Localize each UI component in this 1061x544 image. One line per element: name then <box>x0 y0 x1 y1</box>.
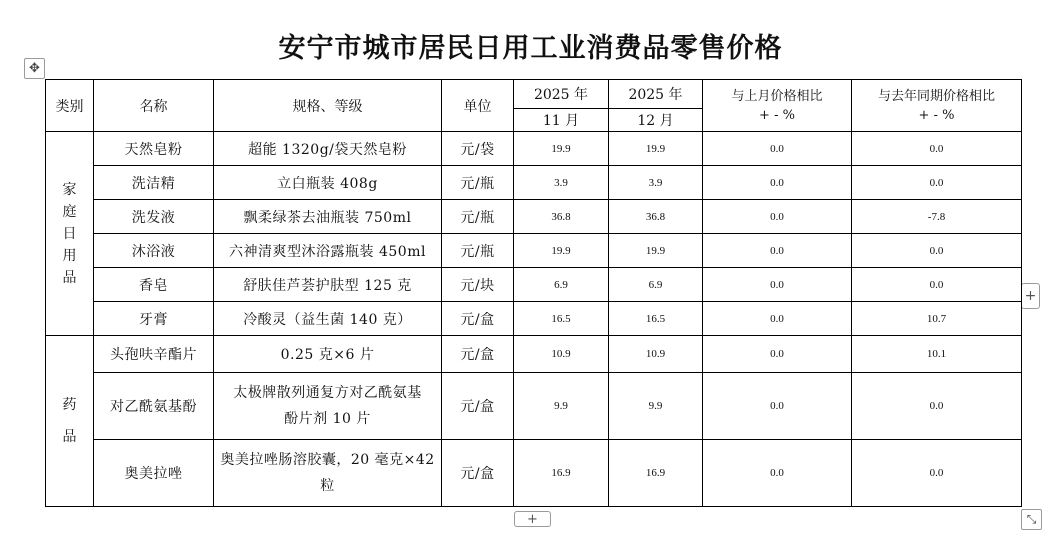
cell-nov-price[interactable]: 19.9 <box>514 132 609 166</box>
cell-nov-price[interactable]: 6.9 <box>514 268 609 302</box>
cell-yoy-change[interactable]: 0.0 <box>852 234 1022 268</box>
cell-unit[interactable]: 元/瓶 <box>442 200 514 234</box>
category-medicine <box>46 336 94 507</box>
cell-nov-price[interactable]: 19.9 <box>514 234 609 268</box>
cell-nov-price[interactable]: 16.9 <box>514 440 609 507</box>
table-row <box>46 166 1022 200</box>
table-row <box>46 302 1022 336</box>
cell-spec[interactable]: 0.25 克×6 片 <box>214 336 442 373</box>
cell-spec[interactable] <box>214 373 442 440</box>
cell-dec-price[interactable]: 36.8 <box>609 200 703 234</box>
cell-mom-change[interactable]: 0.0 <box>703 268 852 302</box>
cell-nov-price[interactable]: 16.5 <box>514 302 609 336</box>
cell-yoy-change[interactable]: 0.0 <box>852 166 1022 200</box>
cell-name[interactable]: 洗洁精 <box>94 166 214 200</box>
cell-spec[interactable]: 飘柔绿茶去油瓶装 750ml <box>214 200 442 234</box>
cell-dec-price[interactable]: 19.9 <box>609 234 703 268</box>
category-char: 庭 <box>62 203 77 220</box>
cell-spec-line2: 酚片剂 10 片 <box>284 411 371 427</box>
cell-unit[interactable]: 元/瓶 <box>442 234 514 268</box>
cell-name[interactable]: 头孢呋辛酯片 <box>94 336 214 373</box>
cell-dec-price[interactable]: 6.9 <box>609 268 703 302</box>
header-period2-year: 2025 年 <box>609 80 703 109</box>
table-move-icon[interactable]: ✥ <box>24 58 45 79</box>
header-yoy <box>852 80 1022 132</box>
add-row-button[interactable]: + <box>514 511 551 527</box>
category-char: 品 <box>62 269 77 286</box>
cell-nov-price[interactable]: 9.9 <box>514 373 609 440</box>
header-name: 名称 <box>94 80 214 132</box>
cell-unit[interactable]: 元/瓶 <box>442 166 514 200</box>
header-row <box>46 80 1022 109</box>
cell-name[interactable]: 奥美拉唑 <box>94 440 214 507</box>
cell-spec[interactable]: 超能 1320g/袋天然皂粉 <box>214 132 442 166</box>
category-char: 用 <box>62 247 77 264</box>
cell-yoy-change[interactable]: 0.0 <box>852 268 1022 302</box>
cell-spec-line1: 太极牌散列通复方对乙酰氨基 <box>233 385 422 401</box>
table-row <box>46 440 1022 507</box>
cell-unit[interactable]: 元/盒 <box>442 336 514 373</box>
cell-spec[interactable]: 立白瓶装 408g <box>214 166 442 200</box>
cell-spec-line2: 粒 <box>320 478 335 494</box>
header-mom-line1: 与上月价格相比 <box>731 88 823 104</box>
cell-name[interactable]: 香皂 <box>94 268 214 302</box>
cell-dec-price[interactable]: 16.9 <box>609 440 703 507</box>
cell-name[interactable]: 对乙酰氨基酚 <box>94 373 214 440</box>
cell-mom-change[interactable]: 0.0 <box>703 440 852 507</box>
cell-mom-change[interactable]: 0.0 <box>703 302 852 336</box>
cell-spec[interactable]: 冷酸灵（益生菌 140 克） <box>214 302 442 336</box>
cell-yoy-change[interactable]: 0.0 <box>852 132 1022 166</box>
cell-yoy-change[interactable]: 10.7 <box>852 302 1022 336</box>
cell-mom-change[interactable]: 0.0 <box>703 373 852 440</box>
cell-spec[interactable]: 舒肤佳芦荟护肤型 125 克 <box>214 268 442 302</box>
page-title: 安宁市城市居民日用工业消费品零售价格 <box>278 33 783 64</box>
table-row <box>46 200 1022 234</box>
cell-mom-change[interactable]: 0.0 <box>703 234 852 268</box>
table-resize-icon[interactable]: ⤡ <box>1021 509 1042 530</box>
cell-yoy-change[interactable]: 0.0 <box>852 373 1022 440</box>
table-row <box>46 132 1022 166</box>
cell-name[interactable]: 牙膏 <box>94 302 214 336</box>
cell-dec-price[interactable]: 16.5 <box>609 302 703 336</box>
header-yoy-line1: 与去年同期价格相比 <box>877 88 995 104</box>
cell-dec-price[interactable]: 10.9 <box>609 336 703 373</box>
header-mom-line2: + - % <box>759 107 795 123</box>
table-row <box>46 336 1022 373</box>
cell-dec-price[interactable]: 9.9 <box>609 373 703 440</box>
cell-spec-line1: 奥美拉唑肠溶胶囊，20 毫克×42 <box>220 452 435 468</box>
cell-mom-change[interactable]: 0.0 <box>703 336 852 373</box>
cell-unit[interactable]: 元/盒 <box>442 302 514 336</box>
add-column-button[interactable]: + <box>1021 283 1040 309</box>
cell-name[interactable]: 天然皂粉 <box>94 132 214 166</box>
header-period2-month: 12 月 <box>609 109 703 132</box>
price-table <box>45 79 1022 507</box>
cell-unit[interactable]: 元/盒 <box>442 373 514 440</box>
table-row <box>46 234 1022 268</box>
cell-yoy-change[interactable]: -7.8 <box>852 200 1022 234</box>
header-period1-year: 2025 年 <box>514 80 609 109</box>
header-mom <box>703 80 852 132</box>
table-row <box>46 268 1022 302</box>
category-char: 日 <box>62 225 77 242</box>
cell-name[interactable]: 沐浴液 <box>94 234 214 268</box>
cell-unit[interactable]: 元/盒 <box>442 440 514 507</box>
cell-nov-price[interactable]: 3.9 <box>514 166 609 200</box>
cell-nov-price[interactable]: 10.9 <box>514 336 609 373</box>
cell-dec-price[interactable]: 19.9 <box>609 132 703 166</box>
category-char: 家 <box>62 181 77 198</box>
cell-mom-change[interactable]: 0.0 <box>703 132 852 166</box>
cell-yoy-change[interactable]: 10.1 <box>852 336 1022 373</box>
cell-unit[interactable]: 元/块 <box>442 268 514 302</box>
cell-dec-price[interactable]: 3.9 <box>609 166 703 200</box>
cell-nov-price[interactable]: 36.8 <box>514 200 609 234</box>
cell-unit[interactable]: 元/袋 <box>442 132 514 166</box>
cell-mom-change[interactable]: 0.0 <box>703 166 852 200</box>
header-category: 类别 <box>46 80 94 132</box>
header-unit: 单位 <box>442 80 514 132</box>
table-row <box>46 373 1022 440</box>
category-char: 药 <box>62 397 77 413</box>
header-spec: 规格、等级 <box>214 80 442 132</box>
category-char: 品 <box>62 429 77 445</box>
cell-name[interactable]: 洗发液 <box>94 200 214 234</box>
header-period1-month: 11 月 <box>514 109 609 132</box>
category-household <box>46 132 94 336</box>
cell-mom-change[interactable]: 0.0 <box>703 200 852 234</box>
cell-spec[interactable] <box>214 440 442 507</box>
cell-yoy-change[interactable]: 0.0 <box>852 440 1022 507</box>
cell-spec[interactable]: 六神清爽型沐浴露瓶装 450ml <box>214 234 442 268</box>
header-yoy-line2: + - % <box>918 107 955 123</box>
